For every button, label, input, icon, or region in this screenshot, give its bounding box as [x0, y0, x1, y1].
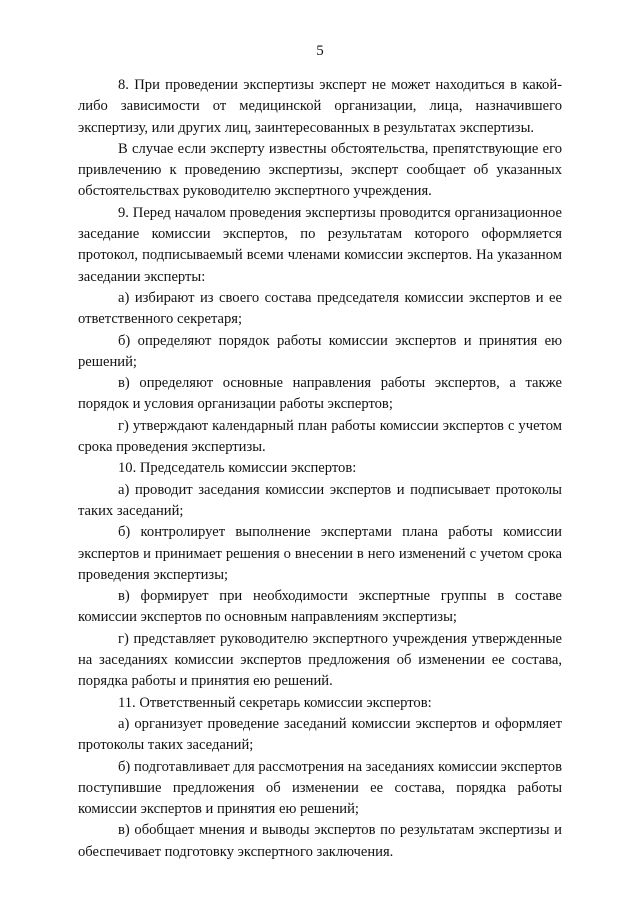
document-body — [78, 75, 562, 863]
paragraph-10-b: б) контролирует выполнение экспертами плана работы комиссии экспертов и принимает решения о внесении в него изменений с учетом срока проведения экспертизы; — [78, 524, 562, 583]
page-number: 5 — [316, 43, 324, 59]
paragraph-10: 10. Председатель комиссии экспертов: — [118, 460, 357, 477]
paragraph-10-a: а) проводит заседания комиссии экспертов и подписывает протоколы таких заседаний; — [78, 481, 562, 519]
paragraph-9: 9. Перед началом проведения экспертизы проводится организационное заседание комиссии экспертов, по результатам которого оформляется протокол, подписываемый всеми членами комиссии экспертов. На указанном заседании эксперты: — [78, 204, 562, 285]
paragraph-10-g: г) представляет руководителю экспертного учреждения утвержденные на заседаниях комиссии экспертов предложения об изменении ее состава, порядка работы и принятия ею решений. — [78, 630, 562, 690]
paragraph-11-v: в) обобщает мнения и выводы экспертов по результатам экспертизы и обеспечивает подготовку экспертного заключения. — [78, 822, 562, 860]
paragraph-10-v: в) формирует при необходимости экспертные группы в составе комиссии экспертов по основным направлениям экспертизы; — [78, 588, 562, 626]
paragraph-8: 8. При проведении экспертизы эксперт не может находиться в какой-либо зависимости от медицинской организации, лица, назначившего экспертизу, или других лиц, заинтересованных в результатах экспертизы. — [78, 77, 562, 136]
paragraph-9-v: в) определяют основные направления работы экспертов, а также порядок и условия организации работы экспертов; — [78, 375, 562, 413]
paragraph-11-a: а) организует проведение заседаний комиссии экспертов и оформляет протоколы таких заседаний; — [78, 715, 562, 754]
paragraph-11-b: б) подготавливает для рассмотрения на заседаниях комиссии экспертов поступившие предложения об изменении ее состава, порядка работы комиссии экспертов и принятия ею решений; — [78, 758, 562, 818]
paragraph-8-addendum: В случае если эксперту известны обстоятельства, препятствующие его привлечению к проведению экспертизы, эксперт сообщает об указанных обстоятельствах руководителю экспертного учреждения. — [78, 140, 562, 200]
paragraph-9-a: а) избирают из своего состава председателя комиссии экспертов и ее ответственного секретаря; — [78, 289, 562, 328]
paragraph-9-b: б) определяют порядок работы комиссии экспертов и принятия ею решений; — [78, 332, 562, 370]
paragraph-9-g: г) утверждают календарный план работы комиссии экспертов с учетом срока проведения экспертизы. — [78, 417, 562, 456]
paragraph-11: 11. Ответственный секретарь комиссии экспертов: — [118, 694, 432, 711]
